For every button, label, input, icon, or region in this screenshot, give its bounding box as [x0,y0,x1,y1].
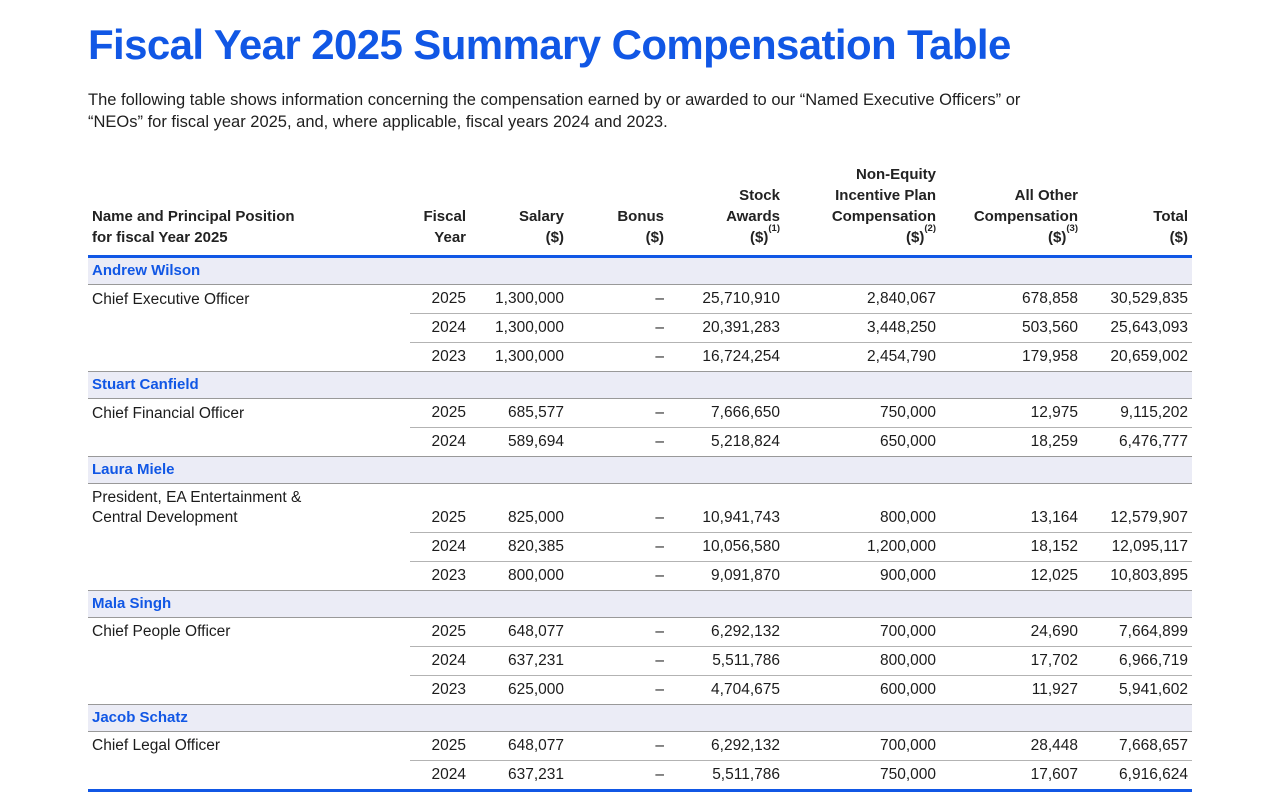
cell-total: 12,579,907 [1082,484,1192,533]
cell-fiscal_year: 2024 [410,428,470,457]
officer-position [88,343,410,372]
cell-bonus: – [568,532,668,561]
cell-total: 25,643,093 [1082,314,1192,343]
cell-neip: 700,000 [784,617,940,646]
officer-position [88,532,410,561]
compensation-row [88,617,1192,646]
column-header-line: ($)$^{(3)}$ [1048,223,1078,246]
column-header-line: Name and Principal Position [92,208,295,225]
cell-all_other: 11,927 [940,675,1082,704]
cell-salary: 637,231 [470,760,568,790]
cell-bonus: – [568,760,668,790]
column-header-line: Compensation [973,208,1078,225]
compensation-row [88,675,1192,704]
cell-all_other: 17,702 [940,646,1082,675]
officer-position [88,760,410,790]
cell-fiscal_year: 2025 [410,399,470,428]
cell-bonus: – [568,285,668,314]
compensation-row [88,760,1192,790]
column-header-line: ($) [545,229,564,246]
cell-all_other: 28,448 [940,731,1082,760]
officer-position [88,731,410,760]
officer-position-line: Chief Financial Officer [92,404,245,422]
column-header-line: Stock [739,187,780,204]
cell-neip: 800,000 [784,484,940,533]
officer-name: Laura Miele [88,457,1192,484]
cell-fiscal_year: 2023 [410,675,470,704]
cell-stock_awards: 4,704,675 [668,675,784,704]
cell-neip: 3,448,250 [784,314,940,343]
officer-name-row [88,704,1192,731]
cell-stock_awards: 10,941,743 [668,484,784,533]
cell-fiscal_year: 2024 [410,760,470,790]
cell-salary: 825,000 [470,484,568,533]
page-title: Fiscal Year 2025 Summary Compensation Table [88,21,1011,68]
column-header-total [1082,164,1192,257]
cell-total: 6,476,777 [1082,428,1192,457]
cell-stock_awards: 16,724,254 [668,343,784,372]
column-header-line: ($) [645,229,664,246]
officer-name-row [88,590,1192,617]
cell-total: 9,115,202 [1082,399,1192,428]
cell-bonus: – [568,484,668,533]
cell-bonus: – [568,399,668,428]
officer-position-line: President, EA Entertainment & [92,489,302,506]
table-body [88,257,1192,791]
cell-all_other: 17,607 [940,760,1082,790]
cell-salary: 589,694 [470,428,568,457]
cell-fiscal_year: 2024 [410,532,470,561]
cell-fiscal_year: 2025 [410,617,470,646]
officer-position-line: Chief Executive Officer [92,290,250,308]
cell-total: 6,966,719 [1082,646,1192,675]
column-header-stock_awards [668,164,784,257]
cell-fiscal_year: 2025 [410,285,470,314]
cell-bonus: – [568,675,668,704]
cell-neip: 2,454,790 [784,343,940,372]
officer-position [88,675,410,704]
footnote-marker: (2) [924,223,936,234]
compensation-row [88,731,1192,760]
cell-all_other: 503,560 [940,314,1082,343]
officer-position [88,561,410,590]
officer-position-line: Chief Legal Officer [92,737,221,754]
cell-all_other: 18,152 [940,532,1082,561]
officer-name: Jacob Schatz [88,704,1192,731]
cell-total: 30,529,835 [1082,285,1192,314]
cell-stock_awards: 20,391,283 [668,314,784,343]
compensation-row [88,646,1192,675]
column-header-line: Awards [726,208,780,225]
cell-neip: 650,000 [784,428,940,457]
column-header-line: Total [1153,208,1188,225]
column-header-neip [784,164,940,257]
cell-stock_awards: 6,292,132 [668,617,784,646]
footnote-marker: (3) [1066,223,1078,234]
column-header-line: ($) [1169,229,1188,246]
cell-bonus: – [568,314,668,343]
officer-position [88,314,410,343]
cell-all_other: 13,164 [940,484,1082,533]
cell-fiscal_year: 2024 [410,646,470,675]
compensation-row [88,285,1192,314]
cell-stock_awards: 25,710,910 [668,285,784,314]
cell-stock_awards: 5,218,824 [668,428,784,457]
cell-total: 5,941,602 [1082,675,1192,704]
cell-salary: 800,000 [470,561,568,590]
cell-stock_awards: 6,292,132 [668,731,784,760]
cell-bonus: – [568,428,668,457]
cell-salary: 625,000 [470,675,568,704]
compensation-row [88,314,1192,343]
officer-name: Andrew Wilson [88,257,1192,285]
cell-all_other: 12,975 [940,399,1082,428]
intro-paragraph [88,89,1192,133]
cell-stock_awards: 7,666,650 [668,399,784,428]
column-header-line: Incentive Plan [835,187,936,204]
cell-neip: 750,000 [784,760,940,790]
compensation-table [88,164,1192,792]
column-header-line: Compensation [831,208,936,225]
cell-salary: 1,300,000 [470,343,568,372]
column-header-line: Year [434,229,466,246]
compensation-row [88,484,1192,533]
officer-name-row [88,457,1192,484]
cell-bonus: – [568,731,668,760]
compensation-row [88,532,1192,561]
cell-salary: 1,300,000 [470,285,568,314]
cell-stock_awards: 9,091,870 [668,561,784,590]
column-header-line: Bonus [617,208,664,225]
column-header-line: Salary [518,208,564,225]
cell-total: 12,095,117 [1082,532,1192,561]
column-header-bonus [568,164,668,257]
footnote-marker: (1) [768,223,780,234]
cell-fiscal_year: 2025 [410,484,470,533]
table-head [88,164,1192,257]
cell-neip: 2,840,067 [784,285,940,314]
cell-stock_awards: 5,511,786 [668,760,784,790]
cell-bonus: – [568,646,668,675]
officer-position-line: Chief People Officer [92,623,231,640]
cell-salary: 1,300,000 [470,314,568,343]
intro-line-1: The following table shows information concerning the compensation earned by or awarded to our “Named Executive Officers” or [88,91,1021,109]
officer-position [88,399,410,428]
compensation-row [88,428,1192,457]
column-header-fiscal_year [410,164,470,257]
intro-line-2: “NEOs” for fiscal year 2025, and, where applicable, fiscal years 2024 and 2023. [88,113,668,131]
cell-neip: 1,200,000 [784,532,940,561]
officer-position [88,617,410,646]
cell-fiscal_year: 2023 [410,343,470,372]
compensation-row [88,399,1192,428]
cell-fiscal_year: 2025 [410,731,470,760]
cell-all_other: 678,858 [940,285,1082,314]
officer-name-row [88,257,1192,285]
cell-neip: 700,000 [784,731,940,760]
cell-neip: 750,000 [784,399,940,428]
compensation-row [88,343,1192,372]
column-header-line: All Other [1014,187,1078,204]
cell-salary: 637,231 [470,646,568,675]
column-header-line: ($)$^{(1)}$ [750,223,780,246]
cell-stock_awards: 10,056,580 [668,532,784,561]
cell-salary: 685,577 [470,399,568,428]
officer-position [88,285,410,314]
cell-bonus: – [568,561,668,590]
column-header-name [88,164,410,257]
officer-position [88,484,410,533]
officer-name: Mala Singh [88,590,1192,617]
officer-name: Stuart Canfield [88,372,1192,399]
officer-name-row [88,372,1192,399]
cell-all_other: 12,025 [940,561,1082,590]
cell-stock_awards: 5,511,786 [668,646,784,675]
cell-bonus: – [568,343,668,372]
cell-total: 6,916,624 [1082,760,1192,790]
cell-salary: 648,077 [470,617,568,646]
column-header-line: Non-Equity [856,166,936,183]
cell-all_other: 179,958 [940,343,1082,372]
table-header-row [88,164,1192,257]
cell-total: 20,659,002 [1082,343,1192,372]
compensation-row [88,561,1192,590]
column-header-line: ($)$^{(2)}$ [906,223,936,246]
officer-position [88,428,410,457]
cell-all_other: 18,259 [940,428,1082,457]
column-header-line: Fiscal [423,208,466,225]
cell-salary: 648,077 [470,731,568,760]
officer-position [88,646,410,675]
cell-neip: 800,000 [784,646,940,675]
cell-all_other: 24,690 [940,617,1082,646]
cell-bonus: – [568,617,668,646]
cell-total: 7,664,899 [1082,617,1192,646]
column-header-all_other [940,164,1082,257]
cell-fiscal_year: 2024 [410,314,470,343]
cell-neip: 900,000 [784,561,940,590]
cell-total: 10,803,895 [1082,561,1192,590]
cell-fiscal_year: 2023 [410,561,470,590]
column-header-salary [470,164,568,257]
cell-neip: 600,000 [784,675,940,704]
officer-position-line: Central Development [92,509,238,526]
cell-total: 7,668,657 [1082,731,1192,760]
cell-salary: 820,385 [470,532,568,561]
column-header-line: for fiscal Year 2025 [92,229,228,246]
